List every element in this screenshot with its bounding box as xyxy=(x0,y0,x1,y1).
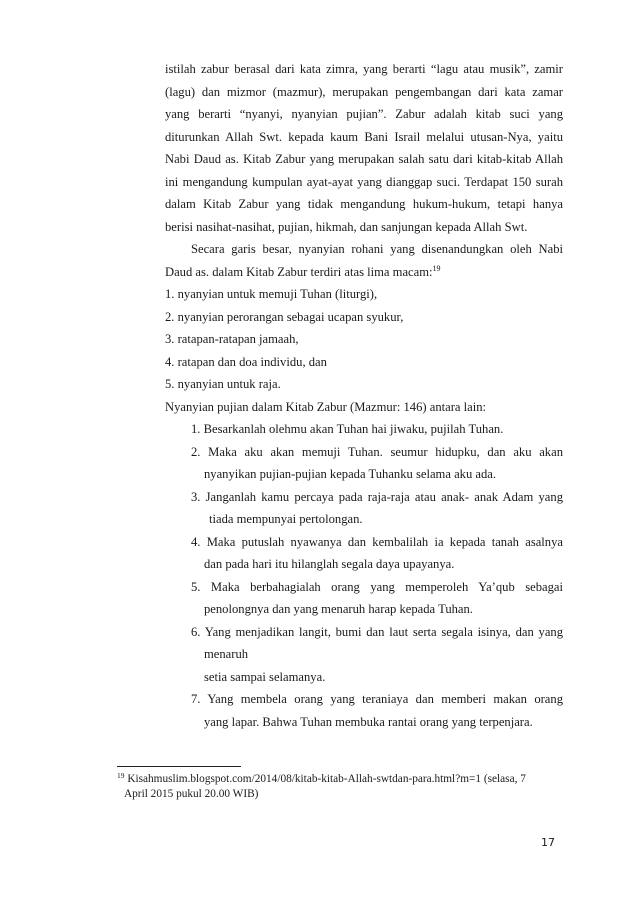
verse-line: setia sampai selamanya. xyxy=(204,669,326,684)
list-item: 5. nyanyian untuk raja. xyxy=(165,377,281,391)
paragraph-line: Nabi Daud as. Kitab Zabur yang merupakan salah satu dari kitab-kitab Allah xyxy=(165,152,563,166)
verse-line: nyanyikan pujian-pujian kepada Tuhanku selama aku ada. xyxy=(204,467,497,481)
verse-line: 5. Maka berbahagialah orang yang memperoleh Ya’qub sebagai xyxy=(191,579,563,594)
paragraph-line: istilah zabur berasal dari kata zimra, yang berarti “lagu atau musik”, zamir xyxy=(165,62,563,76)
verse-line: dan pada hari itu hilanglah segala daya upayanya. xyxy=(204,557,455,571)
verse-line: yang lapar. Bahwa Tuhan membuka rantai orang yang terpenjara. xyxy=(204,714,533,729)
verse-line: 2. Maka aku akan memuji Tuhan. seumur hidupku, dan aku akan xyxy=(191,444,563,459)
verse-line: 4. Maka putuslah nyawanya dan kembalilah ia kepada tanah asalnya xyxy=(191,534,563,549)
verse-line: penolongnya dan yang menaruh harap kepada Tuhan. xyxy=(204,602,473,616)
paragraph-line: ini mengandung kumpulan ayat-ayat yang dianggap suci. Terdapat 150 surah xyxy=(165,174,563,189)
list-item: 2. nyanyian perorangan sebagai ucapan syukur, xyxy=(165,309,404,324)
paragraph-line: (lagu) dan mizmor (mazmur), merupakan pengembangan dari kata zamar xyxy=(165,84,563,99)
list-item: 1. nyanyian untuk memuji Tuhan (liturgi), xyxy=(165,287,378,301)
paragraph-text: Daud as. dalam Kitab Zabur terdiri atas lima macam: xyxy=(165,264,433,279)
paragraph-line: yang berarti “nyanyi, nyanyian pujian”. Zabur adalah kitab suci yang xyxy=(165,107,563,121)
list-item: 4. ratapan dan doa individu, dan xyxy=(165,354,327,369)
verse-line: 3. Janganlah kamu percaya pada raja-raja atau anak- anak Adam yang xyxy=(191,489,563,504)
footnote-separator xyxy=(117,766,241,767)
paragraph-line xyxy=(165,261,563,284)
verse-line: tiada mempunyai pertolongan. xyxy=(209,512,363,526)
footnote-line: April 2015 pukul 20.00 WIB) xyxy=(124,788,259,800)
verse-line: 1. Besarkanlah olehmu akan Tuhan hai jiwaku, pujilah Tuhan. xyxy=(191,422,504,436)
list-item: 3. ratapan-ratapan jamaah, xyxy=(165,332,299,346)
verse-line: 7. Yang membela orang yang teraniaya dan memberi makan orang xyxy=(191,692,563,706)
paragraph-line: Secara garis besar, nyanyian rohani yang disenandungkan oleh Nabi xyxy=(191,242,563,256)
footnote-mark: 19 xyxy=(117,771,125,780)
mazmur-intro: Nyanyian pujian dalam Kitab Zabur (Mazmur: 146) antara lain: xyxy=(165,399,487,414)
footnote-text: Kisahmuslim.blogspot.com/2014/08/kitab-kitab-Allah-swtdan-para.html?m=1 (selasa, 7 xyxy=(124,773,526,785)
verse-line: menaruh xyxy=(204,647,249,661)
footnote-reference: 19 xyxy=(432,263,441,273)
body-text xyxy=(165,58,563,733)
paragraph-line: diturunkan Allah Swt. kepada kaum Bani Israil melalui utusan-Nya, yaitu xyxy=(165,129,563,144)
paragraph-line: dalam Kitab Zabur yang tidak mengandung hukum-hukum, tetapi hanya xyxy=(165,197,563,211)
verse-line: 6. Yang menjadikan langit, bumi dan laut serta segala isinya, dan yang xyxy=(191,624,563,639)
paragraph-line: berisi nasihat-nasihat, pujian, hikmah, dan sanjungan kepada Allah Swt. xyxy=(165,219,528,234)
page-number: 17 xyxy=(541,836,555,849)
footnote-line xyxy=(117,772,567,787)
footnote xyxy=(117,772,567,802)
